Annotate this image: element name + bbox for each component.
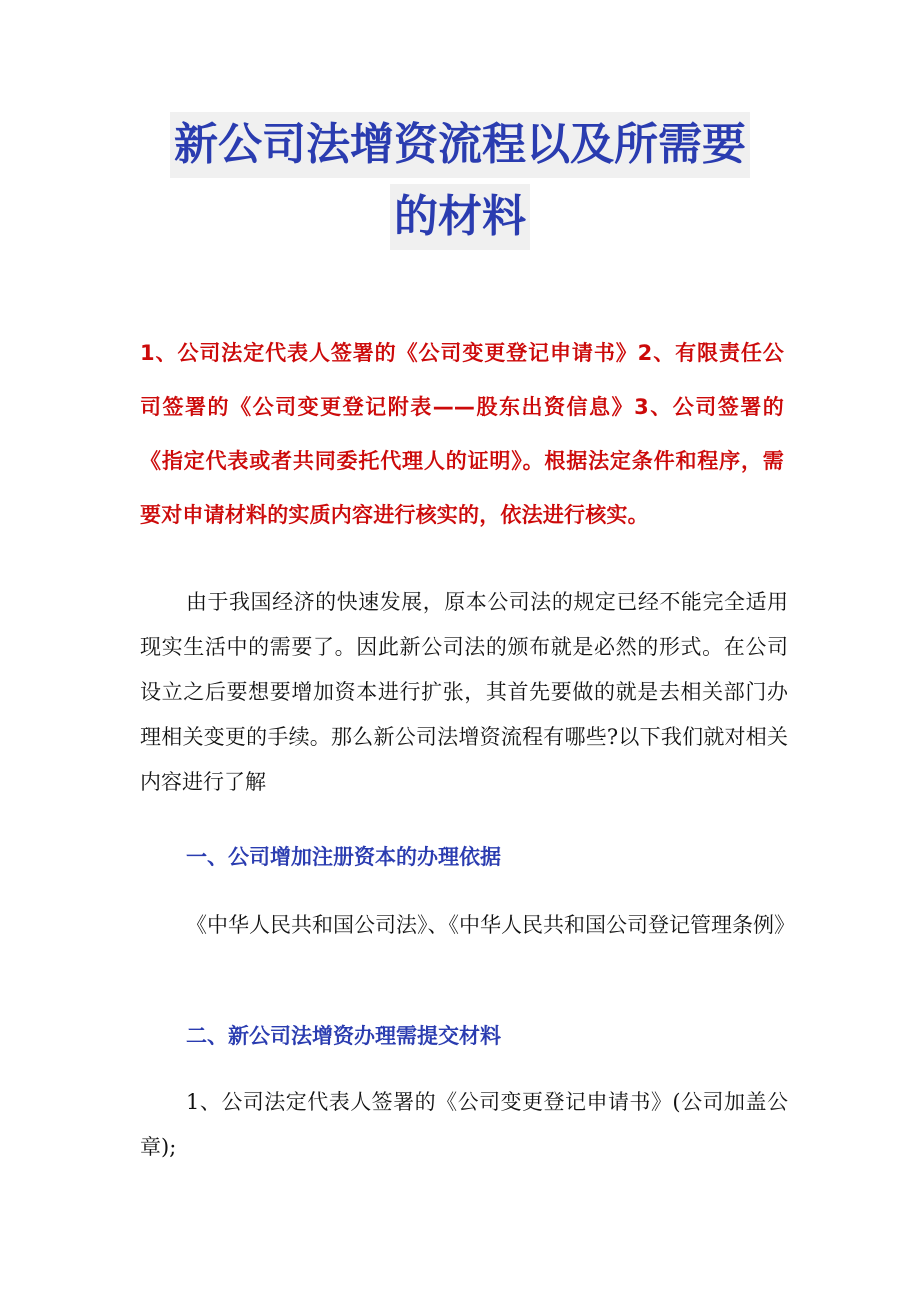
section-heading-2: 二、新公司法增资办理需提交材料 — [186, 1024, 501, 1048]
intro-paragraph: 由于我国经济的快速发展，原本公司法的规定已经不能完全适用现实生活中的需要了。因此新公司法的颁布就是必然的形式。在公司设立之后要想要增加资本进行扩张，其首先要做的就是去相关部门办理相关变更的手续。那么新公司法增资流程有哪些?以下我们就对相关内容进行了解 — [140, 590, 788, 794]
title-line-1: 新公司法增资流程以及所需要 — [170, 112, 750, 178]
title-line-2: 的材料 — [390, 184, 530, 250]
section-2-item-1: 1、公司法定代表人签署的《公司变更登记申请书》(公司加盖公章); — [140, 1090, 788, 1159]
document-title — [0, 112, 920, 250]
section-heading-1: 一、公司增加注册资本的办理依据 — [186, 845, 501, 869]
section-1-body: 《中华人民共和国公司法》、《中华人民共和国公司登记管理条例》 — [186, 913, 795, 937]
summary-paragraph: 1、公司法定代表人签署的《公司变更登记申请书》2、有限责任公司签署的《公司变更登记附表——股东出资信息》3、公司签署的《指定代表或者共同委托代理人的证明》。根据法定条件和程序，需要对申请材料的实质内容进行核实的，依法进行核实。 — [140, 341, 784, 527]
